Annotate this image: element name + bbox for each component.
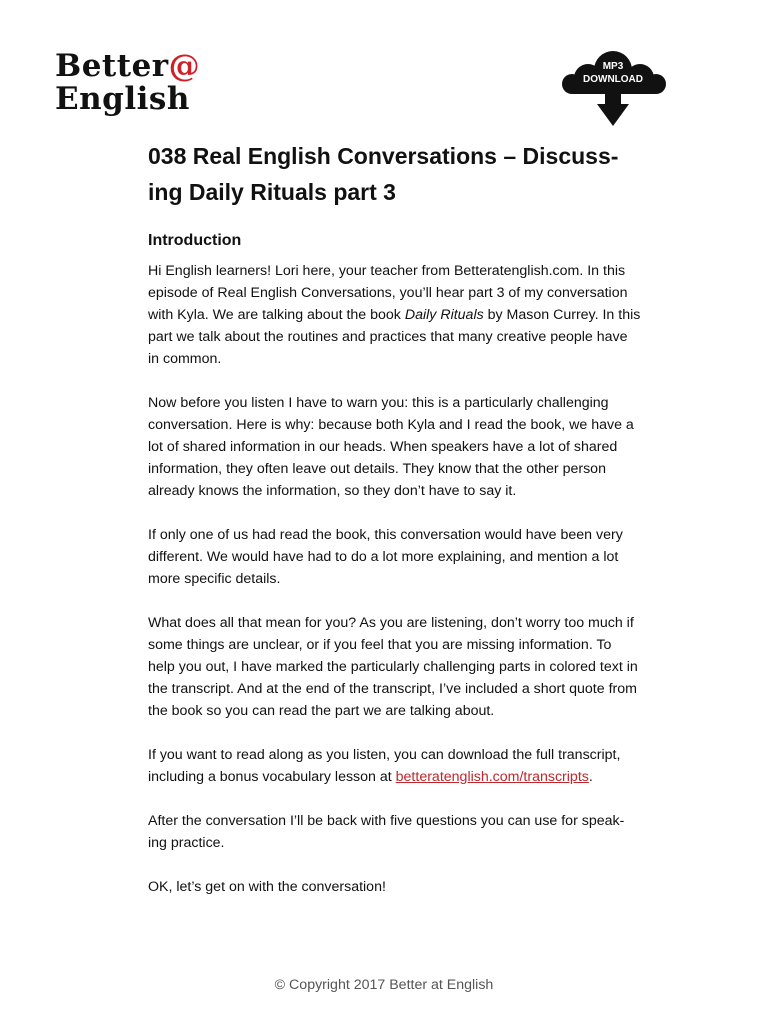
paragraph-4: What does all that mean for you? As you are listening, don’t worry too much if some things are unclear, or if you feel that you are missing information. To help you out, I have marked the particularly challenging parts in colored text in the transcript. And at the end of the transcript, I’ve included a short quote from the book so you can read the part we are talking about. bbox=[148, 615, 638, 719]
section-heading: Introduction bbox=[148, 232, 242, 249]
page-title bbox=[148, 138, 638, 210]
copyright-footer: © Copyright 2017 Better at English bbox=[274, 977, 494, 993]
logo-english: English bbox=[55, 81, 190, 117]
cloud-download-icon bbox=[558, 48, 668, 128]
article-body bbox=[148, 260, 642, 920]
brand-logo bbox=[55, 50, 200, 116]
title-line-1: 038 Real English Conversations – Discuss- bbox=[148, 143, 619, 169]
mp3-label: MP3 bbox=[602, 61, 624, 72]
transcripts-link[interactable]: betteratenglish.com/transcripts bbox=[395, 769, 589, 785]
paragraph-1: Hi English learners! Lori here, your teacher from Betteratenglish.com. In this episode of Real English Conversations, you’ll hear part 3 of my conversation with Kyla. We are talking about the book Daily Rituals by Mason Currey. In this part we talk about the routines and practices that many creative people have in common. bbox=[148, 263, 641, 367]
paragraph-3: If only one of us had read the book, this conversation would have been very different. We would have had to do a lot more explaining, and mention a lot more specific details. bbox=[148, 527, 623, 587]
logo-better: Better bbox=[55, 48, 169, 84]
mp3-download-button[interactable] bbox=[558, 48, 668, 128]
title-line-2: ing Daily Rituals part 3 bbox=[148, 179, 396, 205]
paragraph-6: After the conversation I’ll be back with five questions you can use for speak-ing practice. bbox=[148, 813, 625, 851]
paragraph-5: If you want to read along as you listen, you can download the full transcript, including a bonus vocabulary lesson at betteratenglish.com/transcripts. bbox=[148, 747, 621, 785]
book-title: Daily Rituals bbox=[404, 307, 484, 323]
logo-at-sign: @ bbox=[168, 48, 201, 84]
download-label: DOWNLOAD bbox=[583, 74, 643, 85]
paragraph-2: Now before you listen I have to warn you: this is a particularly challenging conversation. Here is why: because both Kyla and I read the book, we have a lot of shared information in our heads. When speakers have a lot of shared information, they often leave out details. They know that the other person already knows the information, so they don’t have to say it. bbox=[148, 395, 634, 499]
paragraph-7: OK, let’s get on with the conversation! bbox=[148, 879, 386, 895]
